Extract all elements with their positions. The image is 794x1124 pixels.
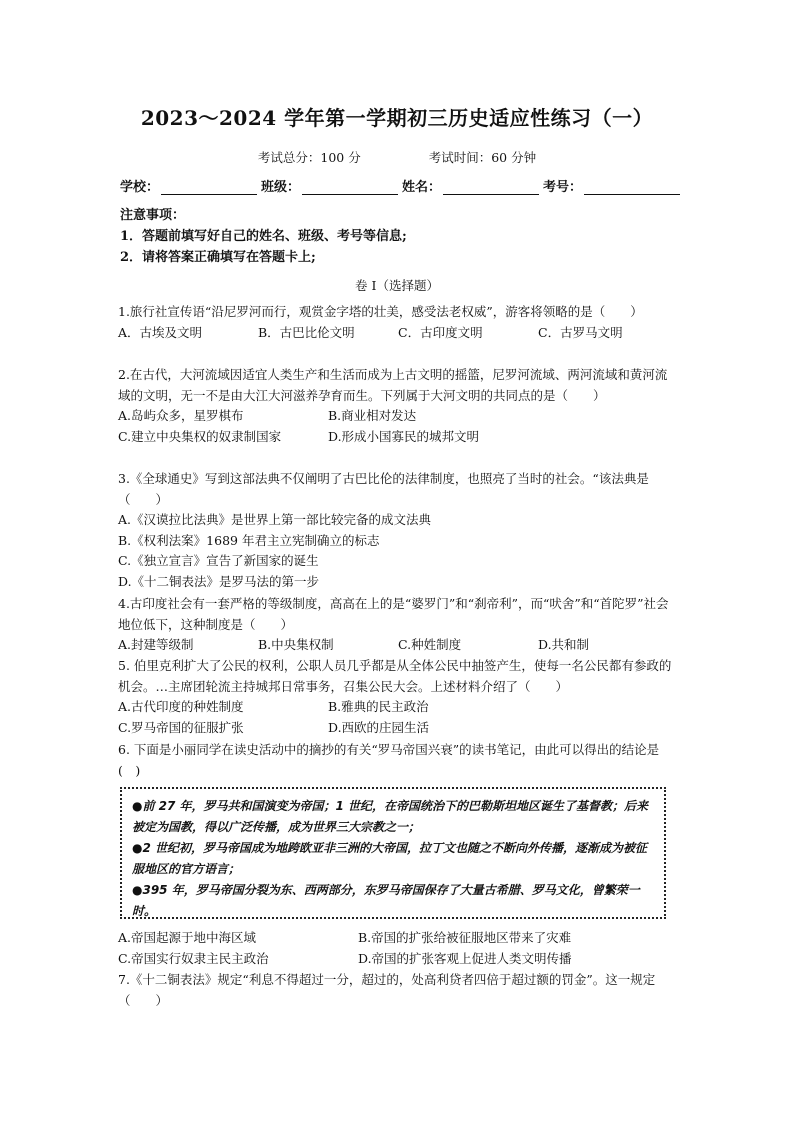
option[interactable]: A．古埃及文明 <box>118 324 203 340</box>
name-field[interactable]: 姓名： <box>402 176 539 195</box>
note-item: 1．答题前填写好自己的姓名、班级、考号等信息; <box>120 229 407 244</box>
note-bullet: ●395 年，罗马帝国分裂为东、西两部分，东罗马帝国保存了大量古希腊、罗马文化，曾繁荣一时。 <box>132 883 640 918</box>
class-field[interactable]: 班级： <box>261 176 398 195</box>
option[interactable]: C．古印度文明 <box>398 324 483 340</box>
section-title: 卷 I（选择题） <box>355 278 439 293</box>
question-options <box>118 635 678 656</box>
option[interactable]: C.建立中央集权的奴隶制国家 <box>118 428 282 444</box>
option[interactable]: B.帝国的扩张给被征服地区带来了灾难 <box>358 930 572 945</box>
question-options <box>118 949 678 970</box>
question-stem: 2.在古代，大河流域因适宜人类生产和生活而成为上古文明的摇篮，尼罗河流域、两河流域和黄河流域的文明，无一不是由大江大河滋养孕育而生。下列属于大河文明的共同点的是（ ） <box>118 367 668 403</box>
option[interactable]: C．古罗马文明 <box>538 324 623 340</box>
question-stem: 7.《十二铜表法》规定“利息不得超过一分，超过的，处高利贷者四倍于超过额的罚金”。这一规定（ ） <box>118 972 656 1008</box>
question-2 <box>118 365 678 447</box>
exam-number-field[interactable]: 考号： <box>543 176 680 195</box>
question-4 <box>118 594 678 656</box>
question-options <box>118 406 678 427</box>
school-blank[interactable] <box>161 179 257 195</box>
option[interactable]: A.《汉谟拉比法典》是世界上第一部比较完备的成文法典 <box>118 512 432 527</box>
option[interactable]: B.雅典的民主政治 <box>328 699 429 714</box>
exam-info <box>0 148 794 166</box>
question-options <box>118 427 678 448</box>
note-bullet: ●2 世纪初，罗马帝国成为地跨欧亚非三洲的大帝国，拉丁文也随之不断向外传播，逐渐成为被征服地区的官方语言； <box>132 841 648 876</box>
option[interactable]: D.形成小国寡民的城邦文明 <box>328 428 480 444</box>
reading-notes-box <box>120 787 666 919</box>
option[interactable]: B.商业相对发达 <box>328 408 417 423</box>
question-stem: 1.旅行社宣传语“沿尼罗河而行，观赏金字塔的壮美，感受法老权威”，游客将领略的是（ ） <box>118 304 643 319</box>
note-bullet: ●前 27 年，罗马共和国演变为帝国；1 世纪，在帝国统治下的巴勒斯坦地区诞生了基督教；后来被定为国教，得以广泛传播，成为世界三大宗教之一； <box>132 799 649 834</box>
option[interactable]: C.《独立宣言》宣告了新国家的诞生 <box>118 553 319 568</box>
exam-number-blank[interactable] <box>584 179 680 195</box>
school-field[interactable]: 学校： <box>120 176 257 195</box>
option[interactable]: A.古代印度的种姓制度 <box>118 699 244 714</box>
question-stem: 5. 伯里克利扩大了公民的权利，公职人员几乎都是从全体公民中抽签产生，使每一名公民都有参政的机会。…主席团轮流主持城邦日常事务，召集公民大会。上述材料介绍了（ ） <box>118 658 672 694</box>
option[interactable]: A.封建等级制 <box>118 637 194 652</box>
option[interactable]: C.种姓制度 <box>398 637 462 652</box>
option[interactable]: B.中央集权制 <box>258 637 334 652</box>
option[interactable]: B．古巴比伦文明 <box>258 324 355 340</box>
question-stem: 3.《全球通史》写到这部法典不仅阐明了古巴比伦的法律制度，也照亮了当时的社会。“该法典是（ ） <box>118 471 649 507</box>
question-stem: 6. 下面是小丽同学在读史活动中的摘抄的有关“罗马帝国兴衰”的读书笔记，由此可以得出的结论是( ) <box>118 742 660 778</box>
option[interactable]: D.西欧的庄园生活 <box>328 719 430 735</box>
question-options <box>118 697 678 718</box>
note-item: 2．请将答案正确填写在答题卡上; <box>120 250 316 265</box>
option[interactable]: B.《权利法案》1689 年君主立宪制确立的标志 <box>118 532 380 548</box>
exam-title: 2023～2024 学年第一学期初三历史适应性练习（一） <box>140 106 654 130</box>
question-stem: 4.古印度社会有一套严格的等级制度，高高在上的是“婆罗门”和“刹帝利”，而“吠舍”和“首陀罗”社会地位低下，这种制度是（ ） <box>118 596 669 632</box>
question-3 <box>118 469 678 592</box>
question-1 <box>118 302 678 343</box>
question-options <box>118 928 678 949</box>
option[interactable]: C.罗马帝国的征服扩张 <box>118 719 244 735</box>
question-7 <box>118 970 678 1011</box>
option[interactable]: C.帝国实行奴隶主民主政治 <box>118 950 269 966</box>
option[interactable]: D.共和制 <box>538 637 590 652</box>
notes-heading: 注意事项： <box>120 208 186 223</box>
total-score: 考试总分：100 分 <box>257 150 361 165</box>
student-info-fields <box>120 176 680 195</box>
option[interactable]: A.岛屿众多，星罗棋布 <box>118 408 244 423</box>
question-5 <box>118 656 678 738</box>
option[interactable]: D.帝国的扩张客观上促进人类文明传播 <box>358 950 572 966</box>
question-options <box>118 323 678 344</box>
question-6-options <box>118 928 678 969</box>
question-6 <box>118 740 678 781</box>
exam-time: 考试时间：60 分钟 <box>428 150 537 165</box>
option[interactable]: D.《十二铜表法》是罗马法的第一步 <box>118 573 320 589</box>
class-blank[interactable] <box>302 179 398 195</box>
name-blank[interactable] <box>443 179 539 195</box>
option[interactable]: A.帝国起源于地中海区域 <box>118 930 257 945</box>
question-options <box>118 718 678 739</box>
notes <box>120 205 407 268</box>
